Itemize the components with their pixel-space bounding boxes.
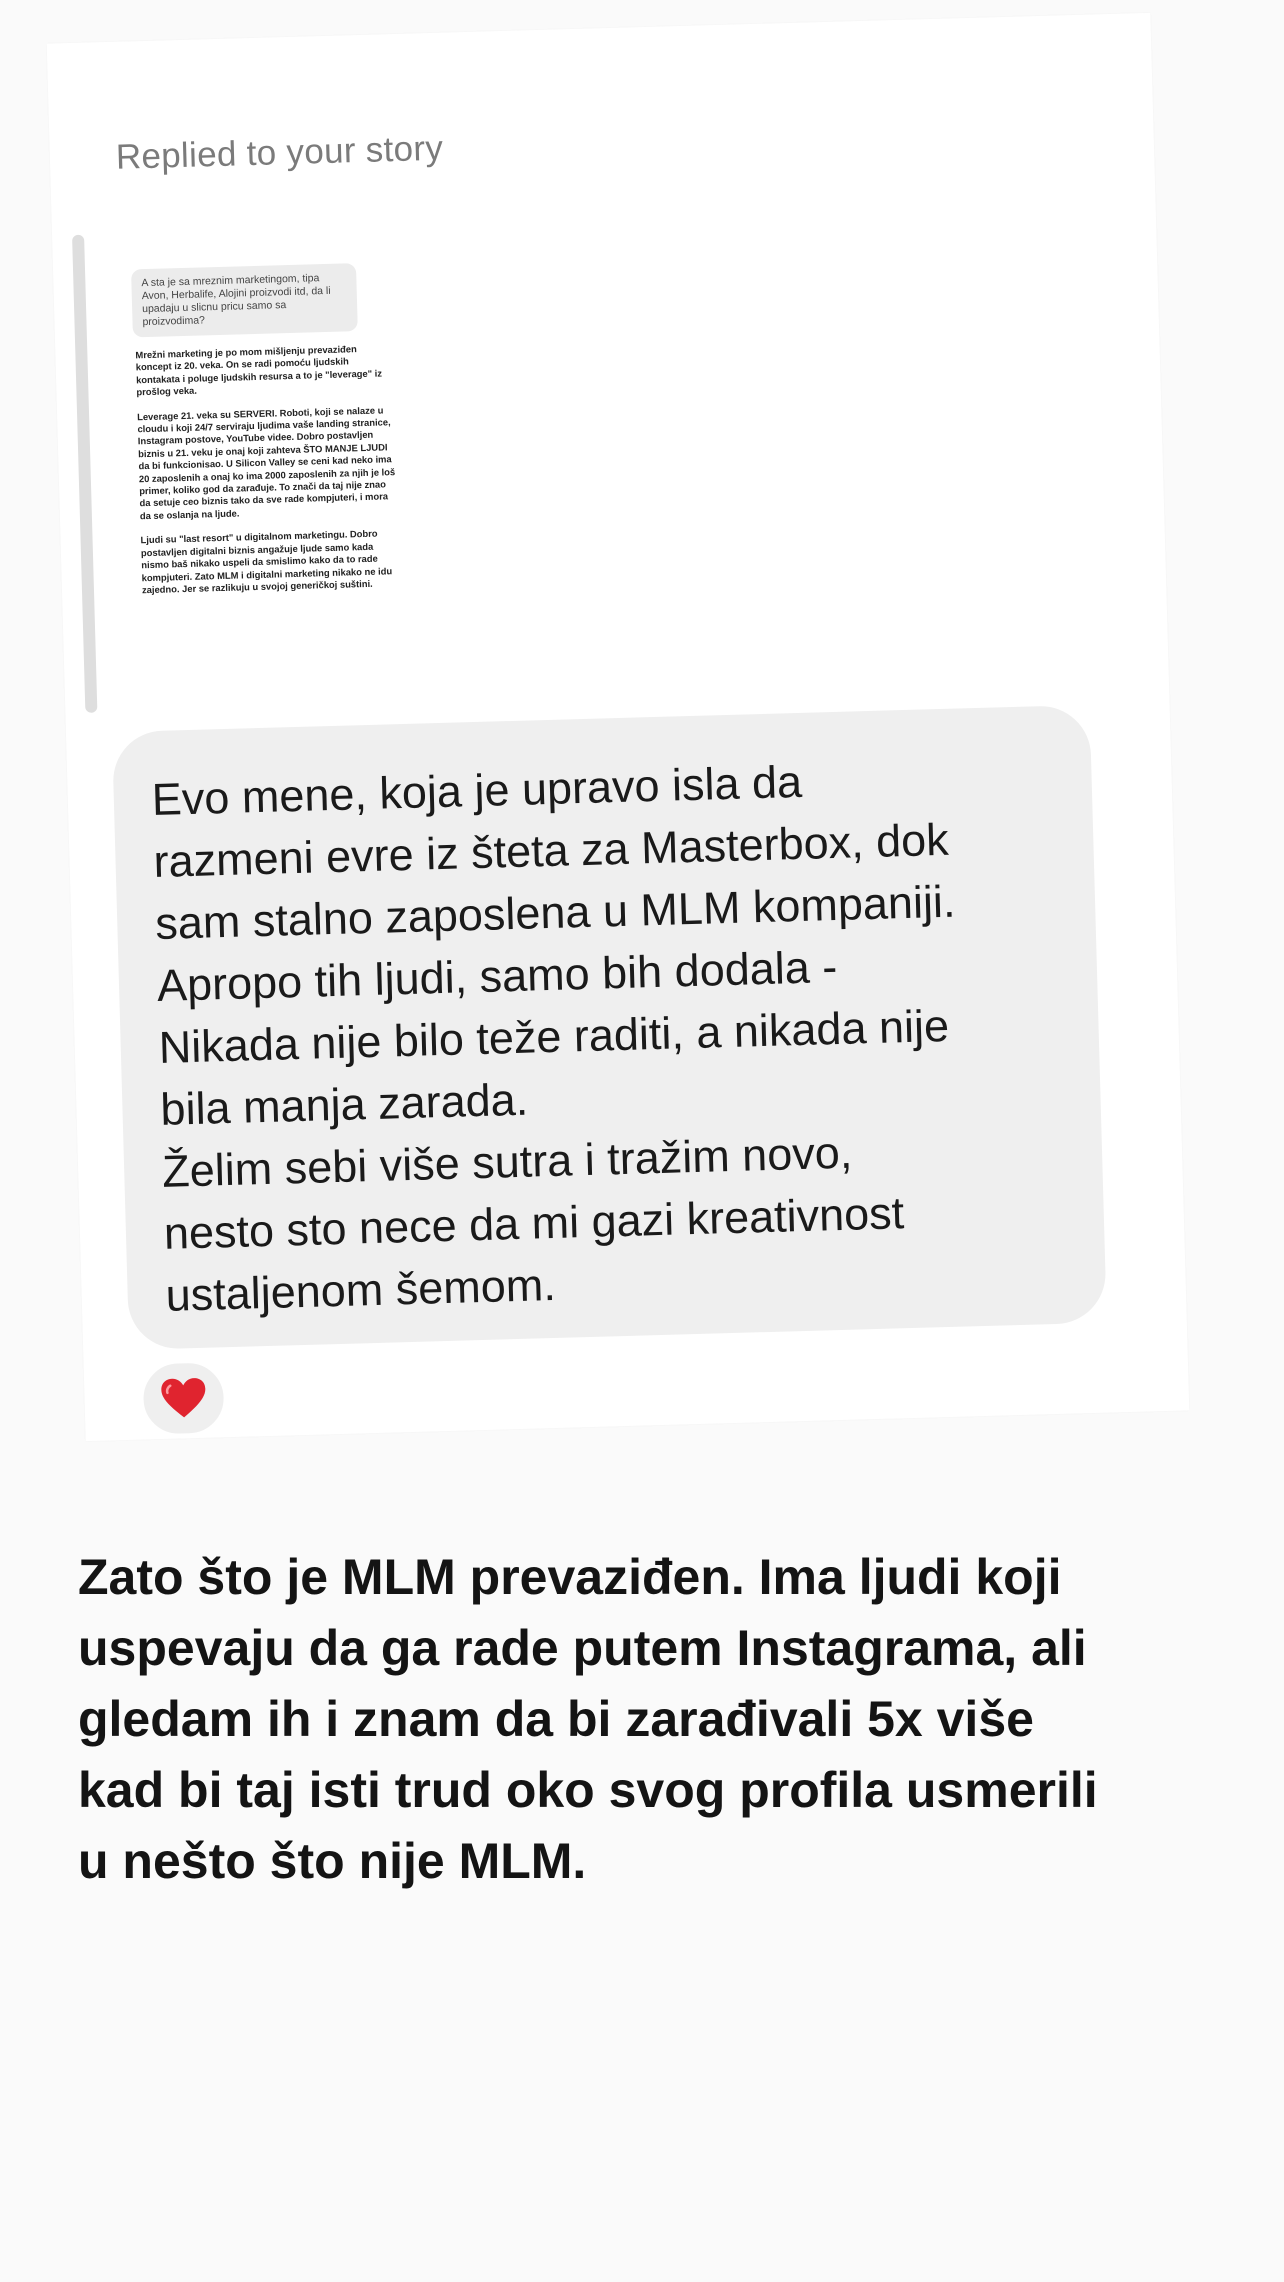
story-answer-paragraph: Leverage 21. veka su SERVERI. Roboti, koji se nalaze u cloudu i koji 24/7 serviraju ljudima vaše landing stranice, Instagram postove, YouTube videe. Dobro postavljen biznis u 21. veku je onaj koji zahteva ŠTO MANJE LJUDI da bi funkcionisao. U Silicon Valley se ceni kad neko ima 20 zaposlenih a onaj ko ima 2000 zaposlenih za njih je loš primer, koliko god da zarađuje. To znači da taj nije znao da setuje ceo biznis tako da sve rade kompjuteri, i mora da se oslanja na ljude. [136, 404, 396, 522]
story-answer-paragraph: Ljudi su "last resort" u digitalnom marketingu. Dobro postavljen digitalni biznis angažuje ljude samo kada nismo baš nikako uspeli da smislimo kako da to rade kompjuteri. Zato MLM i digitalni marketing nikako ne idu zajedno. Jer se razlikuju u svojoj generičkoj suštini. [140, 527, 393, 596]
heart-icon [160, 1377, 207, 1420]
story-answer-paragraph: Mrežni marketing je po mom mišljenju prevaziđen koncept iz 20. veka. On se radi pomoću ljudskih kontakata i poluge ljudskih resursa a to je "leverage" iz prošlog veka. [135, 343, 383, 398]
story-question-bubble: A sta je sa mreznim marketingom, tipa Avon, Herbalife, Alojini proizvodi itd, da li upadaju u slicnu pricu samo sa proizvodima? [131, 263, 358, 337]
story-caption: Zato što je MLM prevaziđen. Ima ljudi koji uspevaju da ga rade putem Instagrama, ali gledam ih i znam da bi zarađivali 5x više kad bi taj isti trud oko svog profila usmerili u nešto što nije MLM. [78, 1549, 1098, 1889]
message-text: Evo mene, koja je upravo isla da razmeni evre iz šteta za Masterbox, dok sam stalno zaposlena u MLM kompaniji. Apropo tih ljudi, samo bih dodala - Nikada nije bilo teže raditi, a nikada nije bila manja zarada. Želim sebi više sutra i tražim novo, nesto sto nece da mi gazi kreativnost ustaljenom šemom. [151, 755, 957, 1321]
replied-to-story-label: Replied to your story [115, 128, 444, 177]
reaction-badge[interactable] [137, 1357, 229, 1439]
message-bubble[interactable] [112, 705, 1107, 1350]
story-preview[interactable] [131, 261, 432, 669]
story-quote-bar [72, 235, 97, 713]
message-screenshot-card [47, 13, 1190, 1441]
